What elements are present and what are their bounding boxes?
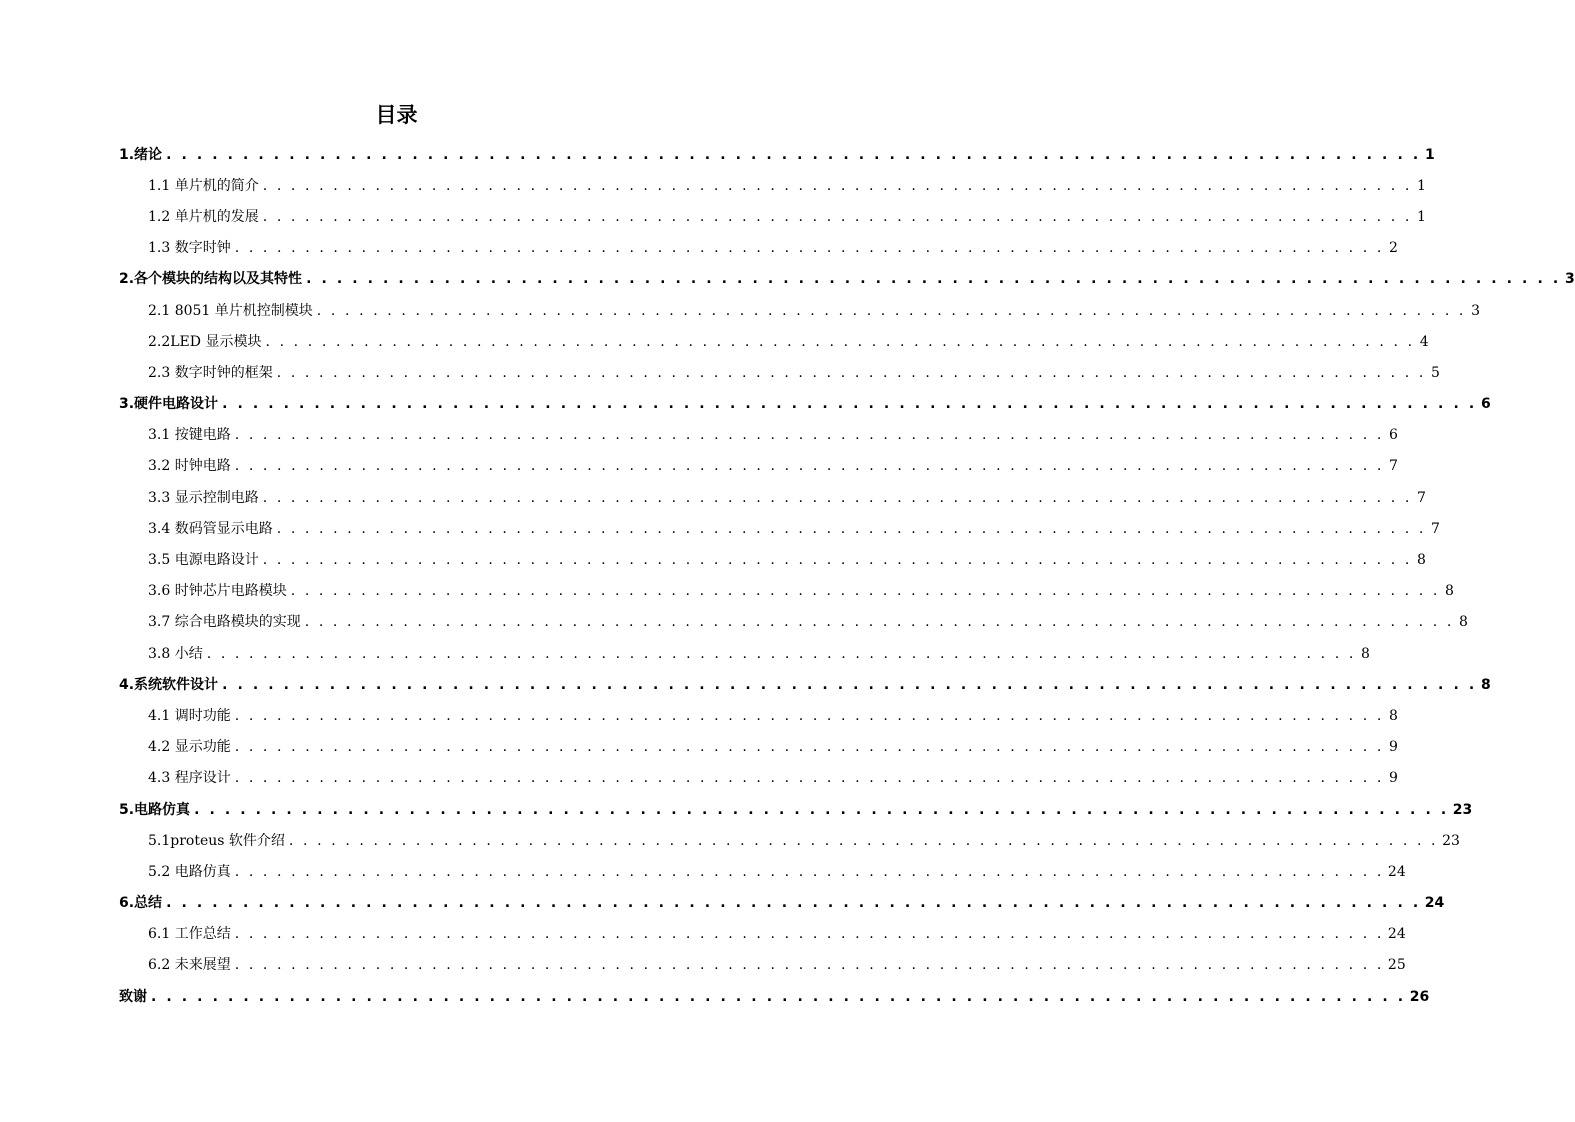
toc-entry-label: 1.1 单片机的简介 xyxy=(148,177,259,194)
toc-entry-label: 2.2LED 显示模块 xyxy=(148,333,262,350)
toc-section-entry[interactable] xyxy=(0,295,1480,326)
toc-page-number: 24 xyxy=(1387,926,1406,943)
toc-entry-label: 3.4 数码管显示电路 xyxy=(148,520,273,537)
toc-dot-leader: . . . . . . . . . . . . . . . . . . . . . . . . . . . . . . . . . . . . . . . . . . . . . . . . . . . . . . . . . . . . . . . . . . . . . . . . . . . . . . . . . . xyxy=(206,645,1356,662)
toc-entry-label: 致谢 xyxy=(119,988,147,1005)
toc-page-number: 8 xyxy=(1481,676,1491,693)
toc-page-number: 24 xyxy=(1424,895,1445,912)
toc-entry-label: 4.3 程序设计 xyxy=(148,770,231,787)
toc-section-entry[interactable] xyxy=(0,451,1398,482)
toc-dot-leader: . . . . . . . . . . . . . . . . . . . . . . . . . . . . . . . . . . . . . . . . . . . . . . . . . . . . . . . . . . . . . . . . . . . . . . . . . . . . . . . . . . xyxy=(316,302,1466,319)
toc-page-number: 9 xyxy=(1388,739,1398,756)
toc-page-number: 26 xyxy=(1409,988,1430,1005)
toc-section-entry[interactable] xyxy=(0,763,1398,794)
toc-section-entry[interactable] xyxy=(0,326,1429,357)
toc-section-entry[interactable] xyxy=(0,233,1398,264)
toc-dot-leader: . . . . . . . . . . . . . . . . . . . . . . . . . . . . . . . . . . . . . . . . . . . . . . . . . . . . . . . . . . . . . . . . . . . . . . . . . . . . . . . . . . xyxy=(194,801,1449,818)
toc-entry-label: 1.绪论 xyxy=(119,146,163,163)
toc-dot-leader: . . . . . . . . . . . . . . . . . . . . . . . . . . . . . . . . . . . . . . . . . . . . . . . . . . . . . . . . . . . . . . . . . . . . . . . . . . . . . . . . . . xyxy=(234,770,1384,787)
toc-entry-label: 4.1 调时功能 xyxy=(148,707,231,724)
toc-page-number: 8 xyxy=(1388,707,1398,724)
toc-entry-label: 3.3 显示控制电路 xyxy=(148,489,259,506)
toc-dot-leader: . . . . . . . . . . . . . . . . . . . . . . . . . . . . . . . . . . . . . . . . . . . . . . . . . . . . . . . . . . . . . . . . . . . . . . . . . . . . . . . . . . xyxy=(222,396,1477,413)
toc-chapter-entry[interactable] xyxy=(0,389,1491,420)
toc-page-number: 6 xyxy=(1481,396,1491,413)
toc-dot-leader: . . . . . . . . . . . . . . . . . . . . . . . . . . . . . . . . . . . . . . . . . . . . . . . . . . . . . . . . . . . . . . . . . . . . . . . . . . . . . . . . . . xyxy=(234,427,1384,444)
toc-dot-leader: . . . . . . . . . . . . . . . . . . . . . . . . . . . . . . . . . . . . . . . . . . . . . . . . . . . . . . . . . . . . . . . . . . . . . . . . . . . . . . . . . . xyxy=(290,583,1440,600)
toc-section-entry[interactable] xyxy=(0,732,1398,763)
toc-entry-label: 3.1 按键电路 xyxy=(148,427,231,444)
toc-section-entry[interactable] xyxy=(0,482,1426,513)
toc-page-number: 8 xyxy=(1444,583,1454,600)
toc-entry-label: 5.电路仿真 xyxy=(119,801,191,818)
toc-section-entry[interactable] xyxy=(0,638,1370,669)
toc-page-number: 2 xyxy=(1388,240,1398,257)
toc-dot-leader: . . . . . . . . . . . . . . . . . . . . . . . . . . . . . . . . . . . . . . . . . . . . . . . . . . . . . . . . . . . . . . . . . . . . . . . . . . . . . . . . . . xyxy=(234,863,1384,880)
toc-chapter-entry[interactable] xyxy=(0,981,1430,1012)
toc-page-number: 8 xyxy=(1458,614,1468,631)
toc-title: 目录 xyxy=(375,103,418,127)
toc-dot-leader: . . . . . . . . . . . . . . . . . . . . . . . . . . . . . . . . . . . . . . . . . . . . . . . . . . . . . . . . . . . . . . . . . . . . . . . . . . . . . . . . . . xyxy=(166,146,1421,163)
toc-section-entry[interactable] xyxy=(0,201,1426,232)
toc-entry-label: 3.硬件电路设计 xyxy=(119,396,219,413)
toc-page-number: 23 xyxy=(1442,832,1460,849)
toc-entry-label: 4.系统软件设计 xyxy=(119,676,219,693)
toc-dot-leader: . . . . . . . . . . . . . . . . . . . . . . . . . . . . . . . . . . . . . . . . . . . . . . . . . . . . . . . . . . . . . . . . . . . . . . . . . . . . . . . . . . xyxy=(234,707,1384,724)
toc-entry-label: 1.3 数字时钟 xyxy=(148,240,231,257)
toc-section-entry[interactable] xyxy=(0,607,1468,638)
toc-page-number: 4 xyxy=(1419,333,1429,350)
toc-entry-label: 3.7 综合电路模块的实现 xyxy=(148,614,301,631)
toc-dot-leader: . . . . . . . . . . . . . . . . . . . . . . . . . . . . . . . . . . . . . . . . . . . . . . . . . . . . . . . . . . . . . . . . . . . . . . . . . . . . . . . . . . xyxy=(234,240,1384,257)
toc-section-entry[interactable] xyxy=(0,825,1460,856)
toc-entry-label: 6.2 未来展望 xyxy=(148,957,231,974)
toc-dot-leader: . . . . . . . . . . . . . . . . . . . . . . . . . . . . . . . . . . . . . . . . . . . . . . . . . . . . . . . . . . . . . . . . . . . . . . . . . . . . . . . . . . xyxy=(288,832,1439,849)
toc-dot-leader: . . . . . . . . . . . . . . . . . . . . . . . . . . . . . . . . . . . . . . . . . . . . . . . . . . . . . . . . . . . . . . . . . . . . . . . . . . . . . . . . . . xyxy=(234,458,1384,475)
toc-page-number: 3 xyxy=(1565,271,1575,288)
toc-chapter-entry[interactable] xyxy=(0,139,1435,170)
toc-page-number: 5 xyxy=(1430,364,1440,381)
toc-page-number: 1 xyxy=(1425,146,1435,163)
toc-section-entry[interactable] xyxy=(0,700,1398,731)
toc-entry-label: 3.8 小结 xyxy=(148,645,203,662)
toc-dot-leader: . . . . . . . . . . . . . . . . . . . . . . . . . . . . . . . . . . . . . . . . . . . . . . . . . . . . . . . . . . . . . . . . . . . . . . . . . . . . . . . . . . xyxy=(262,552,1412,569)
toc-page-number: 7 xyxy=(1388,458,1398,475)
toc-section-entry[interactable] xyxy=(0,919,1406,950)
toc-entry-label: 1.2 单片机的发展 xyxy=(148,208,259,225)
toc-section-entry[interactable] xyxy=(0,170,1426,201)
toc-dot-leader: . . . . . . . . . . . . . . . . . . . . . . . . . . . . . . . . . . . . . . . . . . . . . . . . . . . . . . . . . . . . . . . . . . . . . . . . . . . . . . . . . . xyxy=(276,364,1426,381)
toc-entry-label: 3.6 时钟芯片电路模块 xyxy=(148,583,287,600)
toc-page-number: 6 xyxy=(1388,427,1398,444)
toc-dot-leader: . . . . . . . . . . . . . . . . . . . . . . . . . . . . . . . . . . . . . . . . . . . . . . . . . . . . . . . . . . . . . . . . . . . . . . . . . . . . . . . . . . xyxy=(262,208,1412,225)
toc-entry-label: 4.2 显示功能 xyxy=(148,739,231,756)
toc-dot-leader: . . . . . . . . . . . . . . . . . . . . . . . . . . . . . . . . . . . . . . . . . . . . . . . . . . . . . . . . . . . . . . . . . . . . . . . . . . . . . . . . . . xyxy=(262,489,1412,506)
toc-page-number: 24 xyxy=(1387,863,1406,880)
toc-section-entry[interactable] xyxy=(0,513,1440,544)
toc-dot-leader: . . . . . . . . . . . . . . . . . . . . . . . . . . . . . . . . . . . . . . . . . . . . . . . . . . . . . . . . . . . . . . . . . . . . . . . . . . . . . . . . . . xyxy=(234,926,1384,943)
toc-dot-leader: . . . . . . . . . . . . . . . . . . . . . . . . . . . . . . . . . . . . . . . . . . . . . . . . . . . . . . . . . . . . . . . . . . . . . . . . . . . . . . . . . . xyxy=(306,271,1561,288)
toc-entry-label: 2.1 8051 单片机控制模块 xyxy=(148,302,313,319)
toc-section-entry[interactable] xyxy=(0,420,1398,451)
toc-list xyxy=(0,139,1575,1012)
toc-entry-label: 6.总结 xyxy=(119,895,163,912)
toc-dot-leader: . . . . . . . . . . . . . . . . . . . . . . . . . . . . . . . . . . . . . . . . . . . . . . . . . . . . . . . . . . . . . . . . . . . . . . . . . . . . . . . . . . xyxy=(276,520,1426,537)
toc-page-number: 23 xyxy=(1452,801,1473,818)
toc-entry-label: 5.2 电路仿真 xyxy=(148,863,231,880)
toc-entry-label: 3.5 电源电路设计 xyxy=(148,552,259,569)
toc-page-number: 1 xyxy=(1416,177,1426,194)
toc-dot-leader: . . . . . . . . . . . . . . . . . . . . . . . . . . . . . . . . . . . . . . . . . . . . . . . . . . . . . . . . . . . . . . . . . . . . . . . . . . . . . . . . . . xyxy=(166,895,1421,912)
toc-dot-leader: . . . . . . . . . . . . . . . . . . . . . . . . . . . . . . . . . . . . . . . . . . . . . . . . . . . . . . . . . . . . . . . . . . . . . . . . . . . . . . . . . . xyxy=(304,614,1454,631)
toc-dot-leader: . . . . . . . . . . . . . . . . . . . . . . . . . . . . . . . . . . . . . . . . . . . . . . . . . . . . . . . . . . . . . . . . . . . . . . . . . . . . . . . . . . xyxy=(262,177,1412,194)
toc-section-entry[interactable] xyxy=(0,544,1426,575)
toc-chapter-entry[interactable] xyxy=(0,264,1575,295)
toc-page-number: 3 xyxy=(1471,302,1480,319)
toc-page-number: 1 xyxy=(1416,208,1426,225)
toc-page-number: 9 xyxy=(1388,770,1398,787)
toc-page-number: 7 xyxy=(1430,520,1440,537)
toc-chapter-entry[interactable] xyxy=(0,888,1445,919)
toc-dot-leader: . . . . . . . . . . . . . . . . . . . . . . . . . . . . . . . . . . . . . . . . . . . . . . . . . . . . . . . . . . . . . . . . . . . . . . . . . . . . . . . . . . xyxy=(151,988,1406,1005)
toc-chapter-entry[interactable] xyxy=(0,794,1473,825)
toc-page-number: 8 xyxy=(1416,552,1426,569)
toc-dot-leader: . . . . . . . . . . . . . . . . . . . . . . . . . . . . . . . . . . . . . . . . . . . . . . . . . . . . . . . . . . . . . . . . . . . . . . . . . . . . . . . . . . xyxy=(265,333,1415,350)
toc-section-entry[interactable] xyxy=(0,950,1406,981)
toc-entry-label: 5.1proteus 软件介绍 xyxy=(148,832,285,849)
toc-page-number: 25 xyxy=(1387,957,1406,974)
toc-entry-label: 2.各个模块的结构以及其特性 xyxy=(119,271,303,288)
toc-page-number: 8 xyxy=(1360,645,1370,662)
toc-section-entry[interactable] xyxy=(0,576,1454,607)
toc-section-entry[interactable] xyxy=(0,357,1440,388)
toc-dot-leader: . . . . . . . . . . . . . . . . . . . . . . . . . . . . . . . . . . . . . . . . . . . . . . . . . . . . . . . . . . . . . . . . . . . . . . . . . . . . . . . . . . xyxy=(234,739,1384,756)
toc-section-entry[interactable] xyxy=(0,856,1406,887)
toc-dot-leader: . . . . . . . . . . . . . . . . . . . . . . . . . . . . . . . . . . . . . . . . . . . . . . . . . . . . . . . . . . . . . . . . . . . . . . . . . . . . . . . . . . xyxy=(234,957,1384,974)
toc-page-number: 7 xyxy=(1416,489,1426,506)
toc-entry-label: 6.1 工作总结 xyxy=(148,926,231,943)
toc-dot-leader: . . . . . . . . . . . . . . . . . . . . . . . . . . . . . . . . . . . . . . . . . . . . . . . . . . . . . . . . . . . . . . . . . . . . . . . . . . . . . . . . . . xyxy=(222,676,1477,693)
toc-entry-label: 2.3 数字时钟的框架 xyxy=(148,364,273,381)
toc-entry-label: 3.2 时钟电路 xyxy=(148,458,231,475)
toc-chapter-entry[interactable] xyxy=(0,669,1491,700)
